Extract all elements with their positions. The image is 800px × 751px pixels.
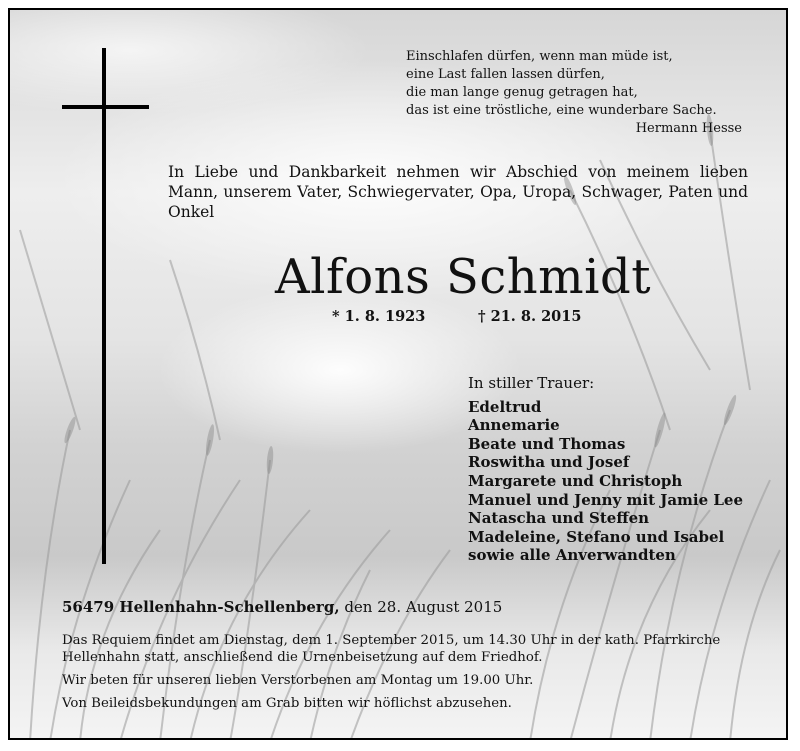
mourner-name: Natascha und Steffen <box>468 509 650 528</box>
poem-line: eine Last fallen lassen dürfen, <box>406 67 605 82</box>
death-date: † 21. 8. 2015 <box>478 308 582 325</box>
cross-icon-horizontal <box>62 105 149 109</box>
poem-line: Einschlafen dürfen, wenn man müde ist, <box>406 49 673 64</box>
mourner-name: Beate und Thomas <box>468 434 626 453</box>
mourner-name: sowie alle Anverwandten <box>468 546 676 565</box>
obituary-card <box>8 8 788 740</box>
mourner-name: Roswitha und Josef <box>468 453 630 472</box>
service-notes <box>62 632 752 718</box>
poem <box>406 48 746 138</box>
note-condolences: Von Beileidsbekundungen am Grab bitten wir höflichst abzusehen. <box>62 696 512 711</box>
note-prayer: Wir beten für unseren lieben Verstorbenen am Montag um 19.00 Uhr. <box>62 673 534 688</box>
birth-date: * 1. 8. 1923 <box>332 308 426 325</box>
mourner-name: Margarete und Christoph <box>468 471 683 490</box>
cross-icon-vertical <box>102 48 106 564</box>
note-requiem: Das Requiem findet am Dienstag, dem 1. September 2015, um 14.30 Uhr in der kath. Pfarrkirche Hellenhahn statt, anschließend die Urnenbeisetzung auf dem Friedhof. <box>62 633 721 665</box>
mourners-block <box>468 374 743 565</box>
place-date: den 28. August 2015 <box>344 598 503 616</box>
intro-text: In Liebe und Dankbarkeit nehmen wir Abschied von meinem lieben Mann, unserem Vater, Schwiegervater, Opa, Uropa, Schwager, Paten und Onkel <box>168 163 748 221</box>
mourners-label: In stiller Trauer: <box>468 374 595 392</box>
place-location: 56479 Hellenhahn-Schellenberg, <box>62 598 340 616</box>
poem-line: die man lange genug getragen hat, <box>406 85 638 100</box>
mourner-name: Annemarie <box>468 416 560 435</box>
deceased-name: Alfons Schmidt <box>274 249 652 305</box>
poem-author: Hermann Hesse <box>635 121 742 136</box>
mourner-name: Manuel und Jenny mit Jamie Lee <box>468 490 744 509</box>
mourner-name: Edeltrud <box>468 397 542 416</box>
mourner-name: Madeleine, Stefano und Isabel <box>468 527 725 546</box>
poem-line: das ist eine tröstliche, eine wunderbare Sache. <box>406 103 717 118</box>
place-date-line <box>62 598 502 616</box>
